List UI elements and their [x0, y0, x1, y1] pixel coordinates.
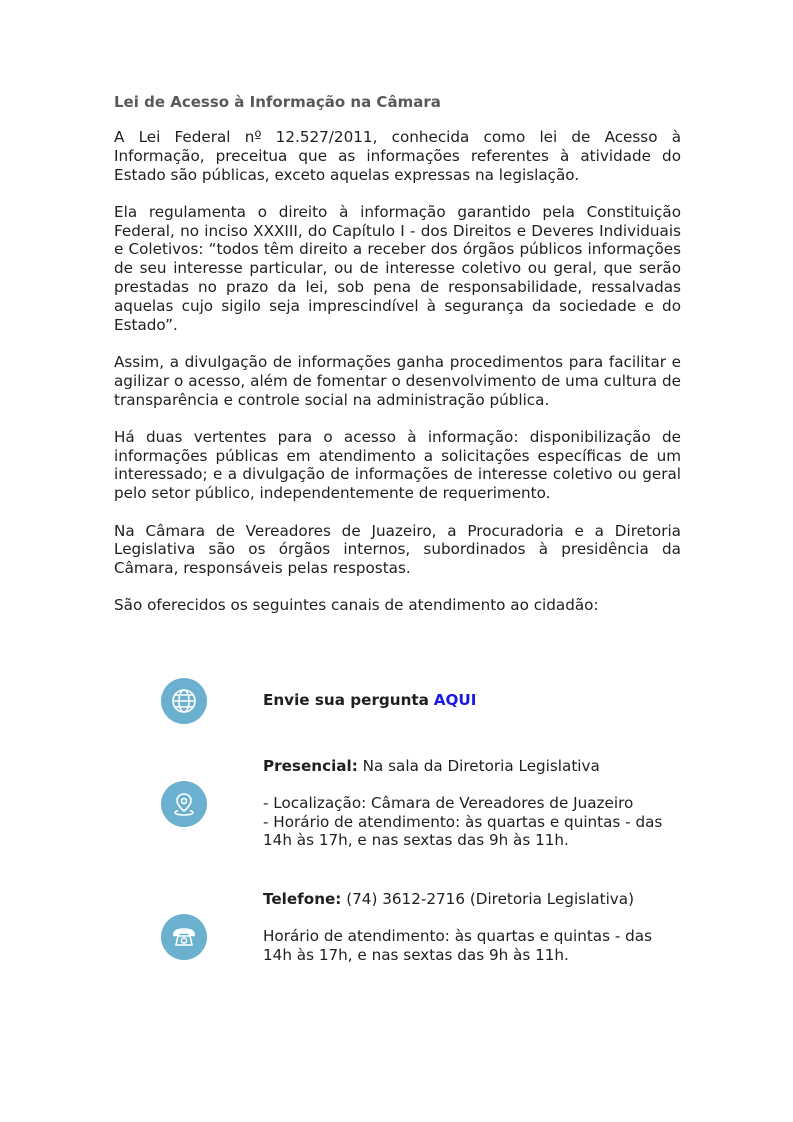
paragraph-channels-intro: São oferecidos os seguintes canais de atendimento ao cidadão:: [114, 596, 599, 615]
presencial-value: Na sala da Diretoria Legislativa: [362, 757, 600, 775]
online-channel-label: Envie sua pergunta: [263, 691, 429, 709]
document-body: [114, 92, 681, 634]
location-pin-icon: [161, 781, 207, 827]
telefone-hours: Horário de atendimento: às quartas e quintas - das 14h às 17h, e nas sextas das 9h às 11h.: [263, 926, 653, 964]
telefone-value: (74) 3612-2716 (Diretoria Legislativa): [346, 890, 635, 908]
channel-presencial: [263, 757, 683, 850]
presencial-hours: - Horário de atendimento: às quartas e quintas - das 14h às 17h, e nas sextas das 9h às 11h.: [263, 812, 663, 850]
paragraph-responsible-bodies: Na Câmara de Vereadores de Juazeiro, a Procuradoria e a Diretoria Legislativa são os órgãos internos, subordinados à presidência da Câmara, responsáveis pelas respostas.: [114, 521, 681, 578]
telephone-icon: [161, 914, 207, 960]
ask-question-link[interactable]: AQUI: [433, 691, 477, 709]
paragraph-lai-intro: A Lei Federal nº 12.527/2011, conhecida como lei de Acesso à Informação, preceitua que as informações referentes à atividade do Estado são públicas, exceto aquelas expressas na legislação.: [114, 128, 681, 184]
globe-icon: [161, 678, 207, 724]
paragraph-two-approaches: Há duas vertentes para o acesso à informação: disponibilização de informações públicas em atendimento a solicitações específicas de um interessado; e a divulgação de informações de interesse coletivo ou geral pelo setor público, independentemente de requerimento.: [114, 427, 681, 503]
page-title: Lei de Acesso à Informação na Câmara: [114, 93, 441, 111]
paragraph-transparency: Assim, a divulgação de informações ganha procedimentos para facilitar e agilizar o acesso, além de fomentar o desenvolvimento de uma cultura de transparência e controle social na administração pública.: [114, 352, 681, 409]
channel-telefone: [263, 890, 683, 964]
presencial-label: Presencial:: [263, 757, 358, 775]
channel-online: [263, 691, 683, 710]
paragraph-constitution: Ela regulamenta o direito à informação garantido pela Constituição Federal, no inciso XXXIII, do Capítulo I - dos Direitos e Deveres Individuais e Coletivos: “todos têm direito a receber dos órgãos públicos informações de seu interesse particular, ou de interesse coletivo ou geral, que serão prestadas no prazo da lei, sob pena de responsabilidade, ressalvadas aquelas cujo sigilo seja imprescindível à segurança da sociedade e do Estado”.: [114, 202, 681, 334]
presencial-location: - Localização: Câmara de Vereadores de Juazeiro: [263, 793, 634, 812]
telefone-label: Telefone:: [263, 890, 342, 908]
